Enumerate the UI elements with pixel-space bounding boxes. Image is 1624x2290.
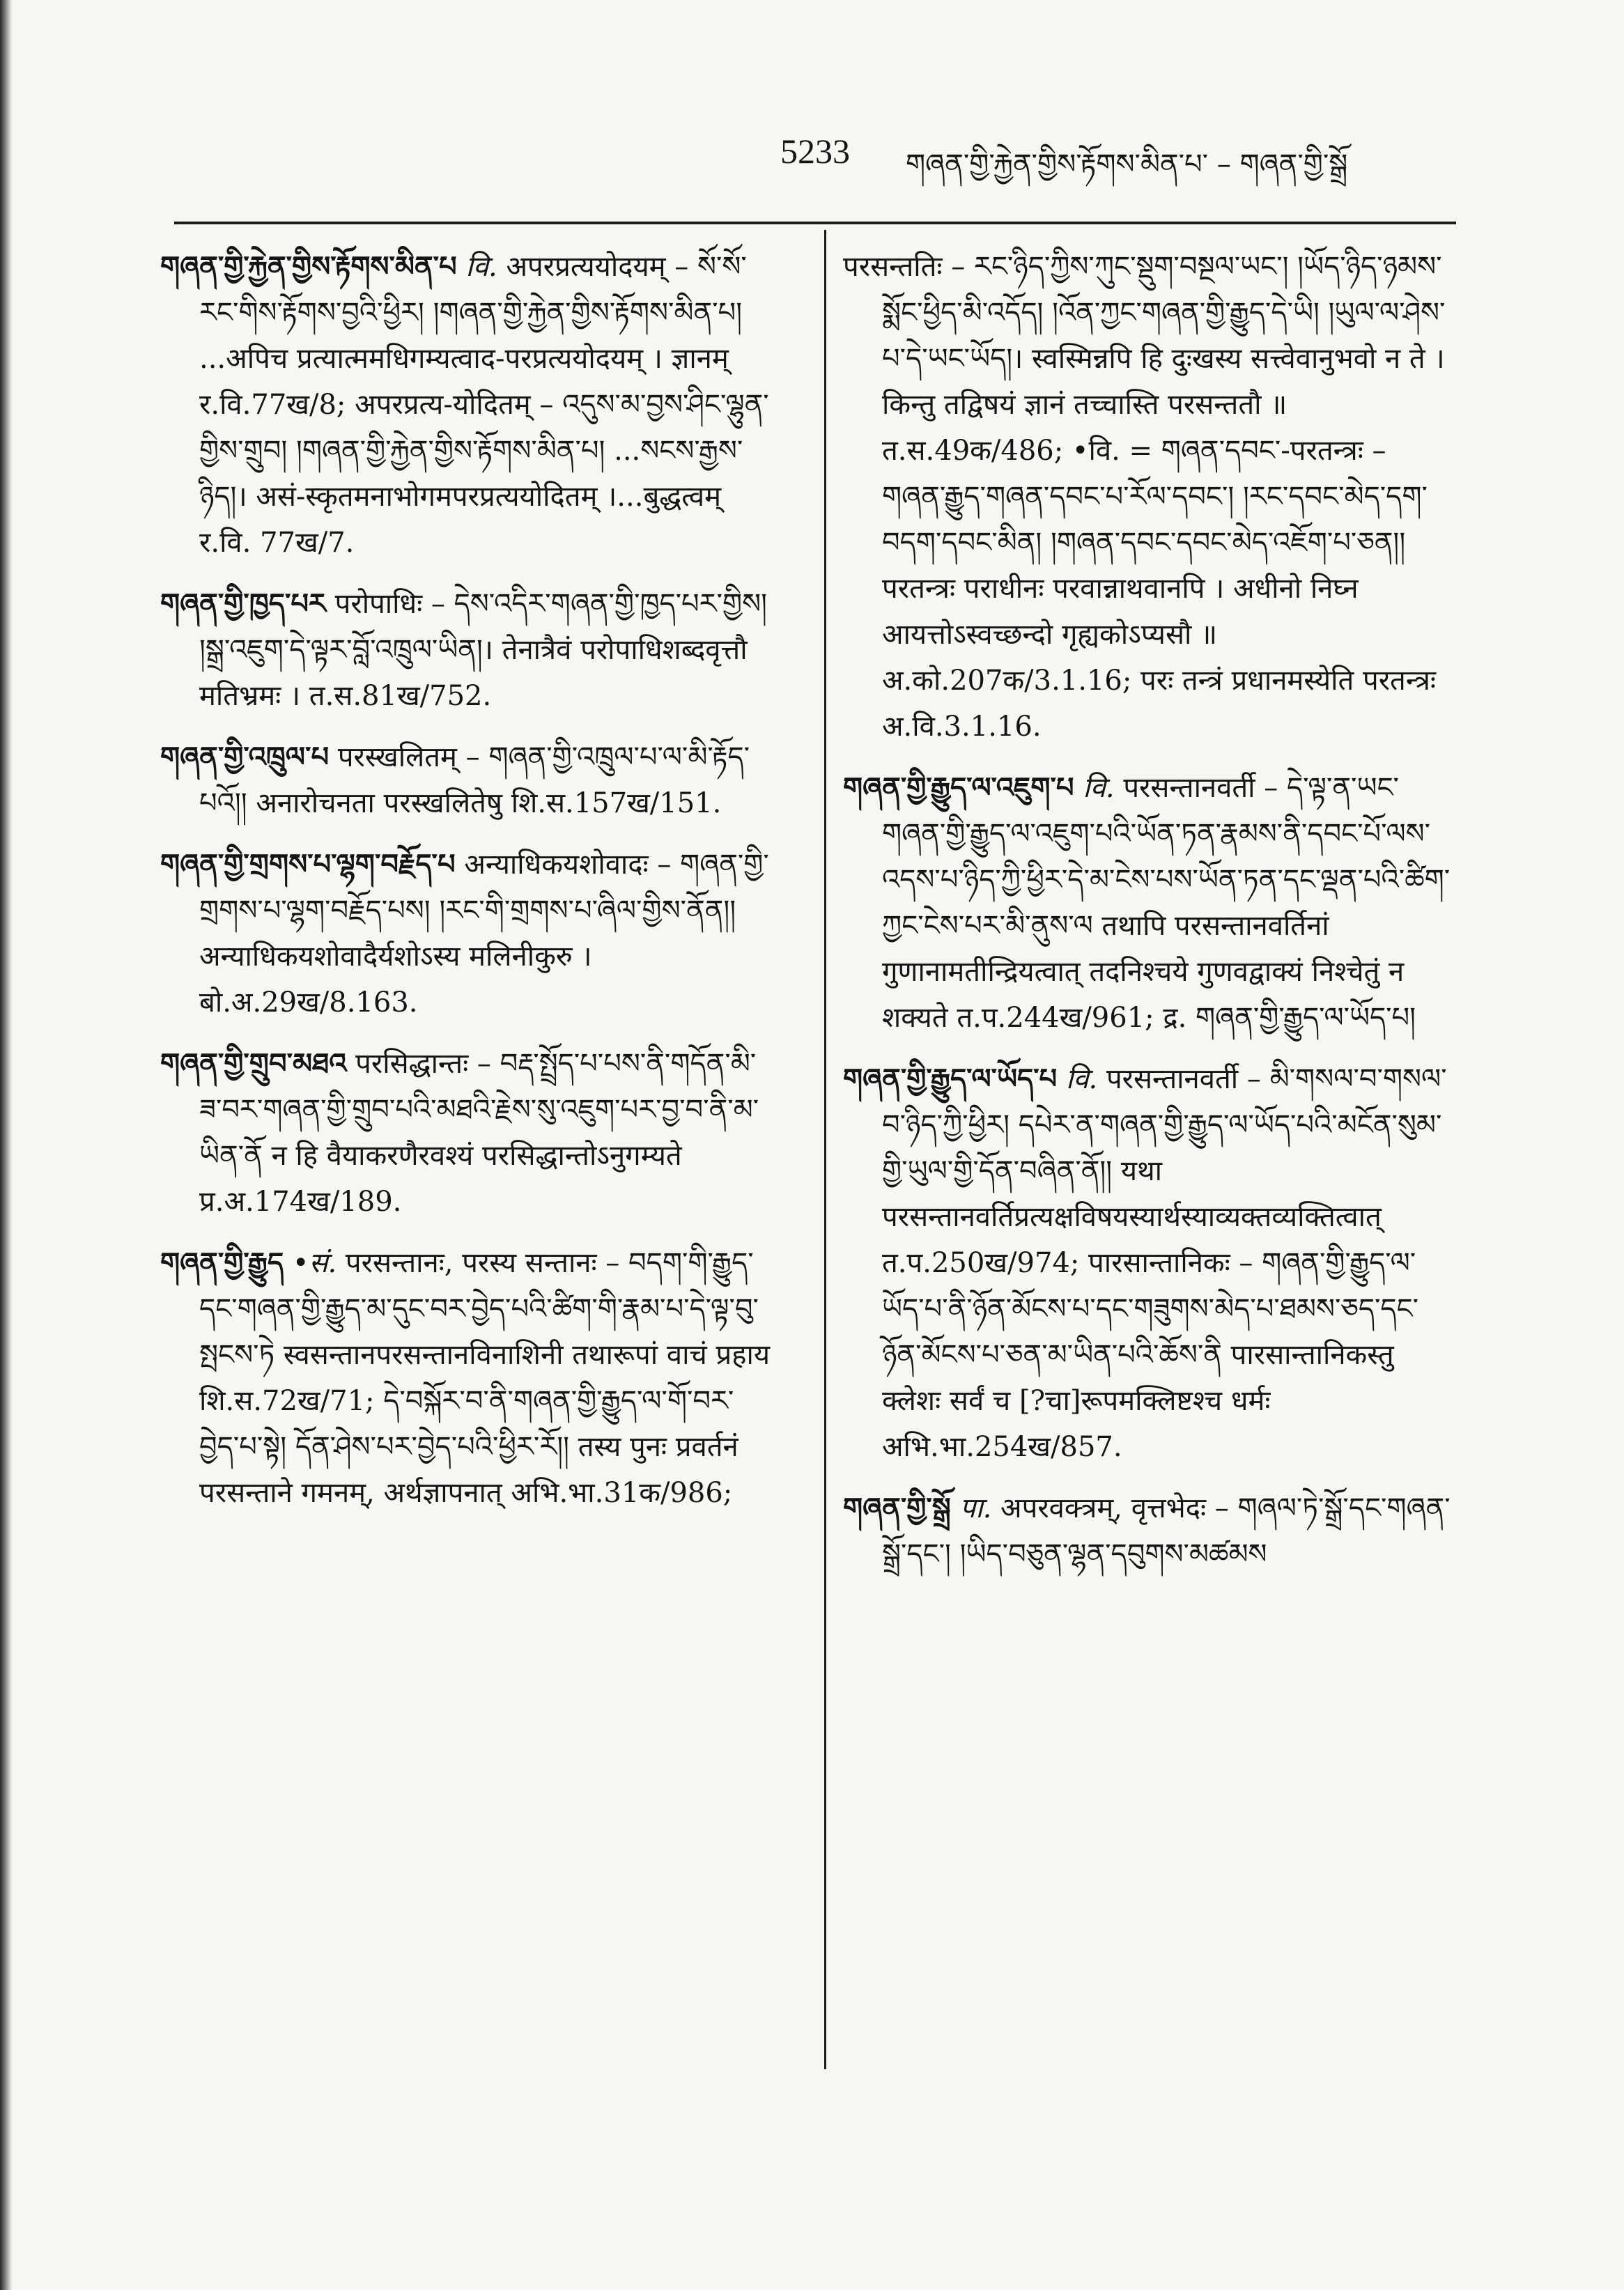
header-rule bbox=[174, 222, 1456, 224]
dictionary-entry bbox=[843, 1056, 1456, 1470]
dictionary-entry bbox=[843, 765, 1456, 1041]
entry-text: अपरवक्त्रम्, वृत्तभेदः – གཞལ་ཏེ་སྒྲོ་དང་གཞན་སྒྲོ་དང་། །ཡིད་བཅུན་ལྷན་དབུགས་མཚམས bbox=[882, 1492, 1451, 1570]
entry-text: परसिद्धान्तः – བརྡ་སྤྲོད་པ་པས་ནི་གདོན་མི་ཟ་བར་གཞན་གྱི་གྲུབ་པའི་མཐའི་རྗེས་སུ་འཇུག་པར་བྱ་བ་ནི་མ་ཡིན་ནོ न हि वैयाकरणैरवश्यं परसिद्धान्तोऽनुगम्यते प्र.अ.174ख/189. bbox=[199, 1048, 759, 1218]
entry-headword: གཞན་གྱི་གྲགས་པ་ལྷག་བརྗོད་པ bbox=[160, 848, 456, 881]
entry-grammar: वि. bbox=[1065, 1063, 1098, 1095]
entry-grammar: पा. bbox=[959, 1492, 992, 1524]
entry-text: परसन्ततिः – རང་ཉིད་ཀྱིས་ཀུང་སྡུག་བསྔལ་ཡང་། །ཡོད་ཉིད་ཉམས་སྨོང་ཕྱིད་མི་འདོད། །འོན་ཀྱང་གཞན་གྱི་རྒྱུད་དེ་ཡི། །ཡུལ་ལ་ཤེས་པ་དེ་ཡང་ཡོད།। स्वस्मिन्नपि हि दुःखस्य सत्त्वेवानुभवो न ते । किन्तु तद्विषयं ज्ञानं तच्चास्ति परसन्ततौ ॥ त.स.49क/486; •वि. = གཞན་དབང་-परतन्त्रः – གཞན་རྒྱུད་གཞན་དབང་པ་རོལ་དབང་། །རང་དབང་མེད་དག་བདག་དབང་མིན། །གཞན་དབང་དབང་མེད་འཇོག་པ་ཅན།། परतन्त्रः पराधीनः परवान्नाथवानपि । अधीनो निघ्न आयत्तोऽस्वच्छन्दो गृह्यकोऽप्यसौ ॥ अ.को.207क/3.1.16; परः तन्त्रं प्रधानमस्येति परतन्त्रः अ.वि.3.1.16. bbox=[843, 251, 1446, 743]
dictionary-entry bbox=[160, 1240, 773, 1516]
dictionary-entry bbox=[160, 842, 773, 1026]
entry-grammar: वि. bbox=[465, 251, 497, 283]
entry-text: परसन्तानवर्ती – མི་གསལ་བ་གསལ་བ་ཉིད་ཀྱི་ཕྱིར། དཔེར་ན་གཞན་གྱི་རྒྱུད་ལ་ཡོད་པའི་མངོན་སུམ་གྱི་ཡུལ་གྱི་དོན་བཞིན་ནོ།། यथा परसन्तानवर्तिप्रत्यक्षविषयस्यार्थस्याव्यक्तव्यक्तित्वात् त.प.250ख/974; पारसान्तानिकः – གཞན་གྱི་རྒྱུད་ལ་ཡོད་པ་ནི་ཉོན་མོངས་པ་དང་གཟུགས་མེད་པ་ཐམས་ཅད་དང་ཉོན་མོངས་པ་ཅན་མ་ཡིན་པའི་ཆོས་ནི पारसान्तानिकस्तु क्लेशः सर्वं च [?चा]रूपमक्लिष्टश्च धर्मः अभि.भा.254ख/857. bbox=[882, 1063, 1447, 1463]
entry-grammar: •सं. bbox=[292, 1247, 337, 1279]
entry-text: अपरप्रत्ययोदयम् – སོ་སོ་རང་གིས་རྟོགས་བྱའི་ཕྱིར། །གཞན་གྱི་རྐྱེན་གྱིས་རྟོགས་མིན་པ། ...अपिच प्रत्यात्ममधिगम्यत्वाद-परप्रत्ययोदयम् । ज्ञानम् र.वि.77ख/8; अपरप्रत्य-योदितम् – འདུས་མ་བྱས་ཤིང་ལྷུན་གྱིས་གྲུབ། །གཞན་གྱི་རྐྱེན་གྱིས་རྟོགས་མིན་པ། ...སངས་རྒྱས་ཉིད།। असं-स्कृतमनाभोगमपरप्रत्ययोदितम् ।...बुद्धत्वम् र.वि. 77ख/7. bbox=[199, 251, 769, 559]
entry-text: परस्खलितम् – གཞན་གྱི་འཁྲུལ་པ་ལ་མི་རྟོད་པའོ།། अनारोचनता परस्खलितेषु शि.स.157ख/151. bbox=[199, 741, 750, 819]
entry-headword: གཞན་གྱི་འཁྲུལ་པ bbox=[160, 741, 330, 773]
entry-headword: གཞན་གྱི་རྐྱེན་གྱིས་རྟོགས་མིན་པ bbox=[160, 250, 457, 283]
entry-text: परोपाधिः – དེས་འདིར་གཞན་གྱི་ཁྱད་པར་གྱིས། །སྒྲ་འཇུག་དེ་ལྟར་བློ་འཁྲུལ་ཡིན།। तेनात्रैवं परोपाधिशब्दवृत्तौ मतिभ्रमः । त.स.81ख/752. bbox=[199, 588, 768, 712]
entry-text: परसन्तानवर्ती – དེ་ལྟ་ན་ཡང་གཞན་གྱི་རྒྱུད་ལ་འཇུག་པའི་ཡོན་ཏན་རྣམས་ནི་དབང་པོ་ལས་འདས་པ་ཉིད་ཀྱི་ཕྱིར་དེ་མ་ངེས་པས་ཡོན་ཏན་དང་ལྡན་པའི་ཚིག་ཀྱང་ངེས་པར་མི་ནུས་ལ तथापि परसन्तानवर्तिनां गुणानामतीन्द्रियत्वात् तदनिश्चये गुणवद्वाक्यं निश्चेतुं न शक्यते त.प.244ख/961; द्र. གཞན་གྱི་རྒྱུད་ལ་ཡོད་པ། bbox=[882, 772, 1451, 1034]
entry-headword: གཞན་གྱི་སྒྲོ bbox=[843, 1492, 951, 1524]
running-head: གཞན་གྱི་རྐྱེན་གྱིས་རྟོགས་མིན་པ་ – གཞན་གྱི་སྒྲོ bbox=[906, 148, 1348, 180]
entry-headword: གཞན་གྱི་གྲུབ་མཐའ bbox=[160, 1047, 347, 1080]
dictionary-entry bbox=[160, 1041, 773, 1225]
right-column bbox=[843, 244, 1456, 2264]
entry-headword: གཞན་གྱི་རྒྱུད་ལ་འཇུག་པ bbox=[843, 771, 1074, 804]
dictionary-entry bbox=[160, 734, 773, 826]
entry-grammar: वि. bbox=[1083, 772, 1115, 804]
entry-headword: གཞན་གྱི་རྒྱུད་ལ་ཡོད་པ bbox=[843, 1062, 1058, 1095]
dictionary-entry bbox=[160, 581, 773, 719]
scan-edge bbox=[0, 0, 13, 2290]
entry-text: परसन्तानः, परस्य सन्तानः – བདག་གི་རྒྱུད་དང་གཞན་གྱི་རྒྱུད་མ་དུང་བར་བྱེད་པའི་ཚིག་གི་རྣམ་པ་དེ་ལྟ་བུ་སྤངས་ཏེ स्वसन्तानपरसन्तानविनाशिनी तथारूपां वाचं प्रहाय शि.स.72ख/71; དེ་བསྐོར་བ་ནི་གཞན་གྱི་རྒྱུད་ལ་གོ་བར་བྱེད་པ་སྟེ། དོན་ཤེས་པར་བྱེད་པའི་ཕྱིར་རོ།། तस्य पुनः प्रवर्तनं परसन्ताने गमनम्, अर्थज्ञापनात् अभि.भा.31क/986; bbox=[199, 1247, 771, 1509]
entry-headword: གཞན་གྱི་ཁྱད་པར bbox=[160, 587, 326, 620]
dictionary-entry bbox=[160, 244, 773, 566]
dictionary-entry-continuation bbox=[843, 244, 1456, 750]
page-number: 5233 bbox=[780, 132, 850, 171]
dictionary-entry bbox=[843, 1485, 1456, 1577]
entry-headword: གཞན་གྱི་རྒྱུད bbox=[160, 1246, 284, 1279]
column-divider bbox=[824, 230, 826, 2069]
left-column bbox=[160, 244, 773, 2264]
entry-text: अन्याधिकयशोवादः – གཞན་གྱི་གྲགས་པ་ལྷག་བརྗོད་པས། །རང་གི་གྲགས་པ་ཞིལ་གྱིས་ནོན།། अन्याधिकयशोवादैर्यशोऽस्य मलिनीकुरु । बो.अ.29ख/8.163. bbox=[199, 849, 769, 1019]
